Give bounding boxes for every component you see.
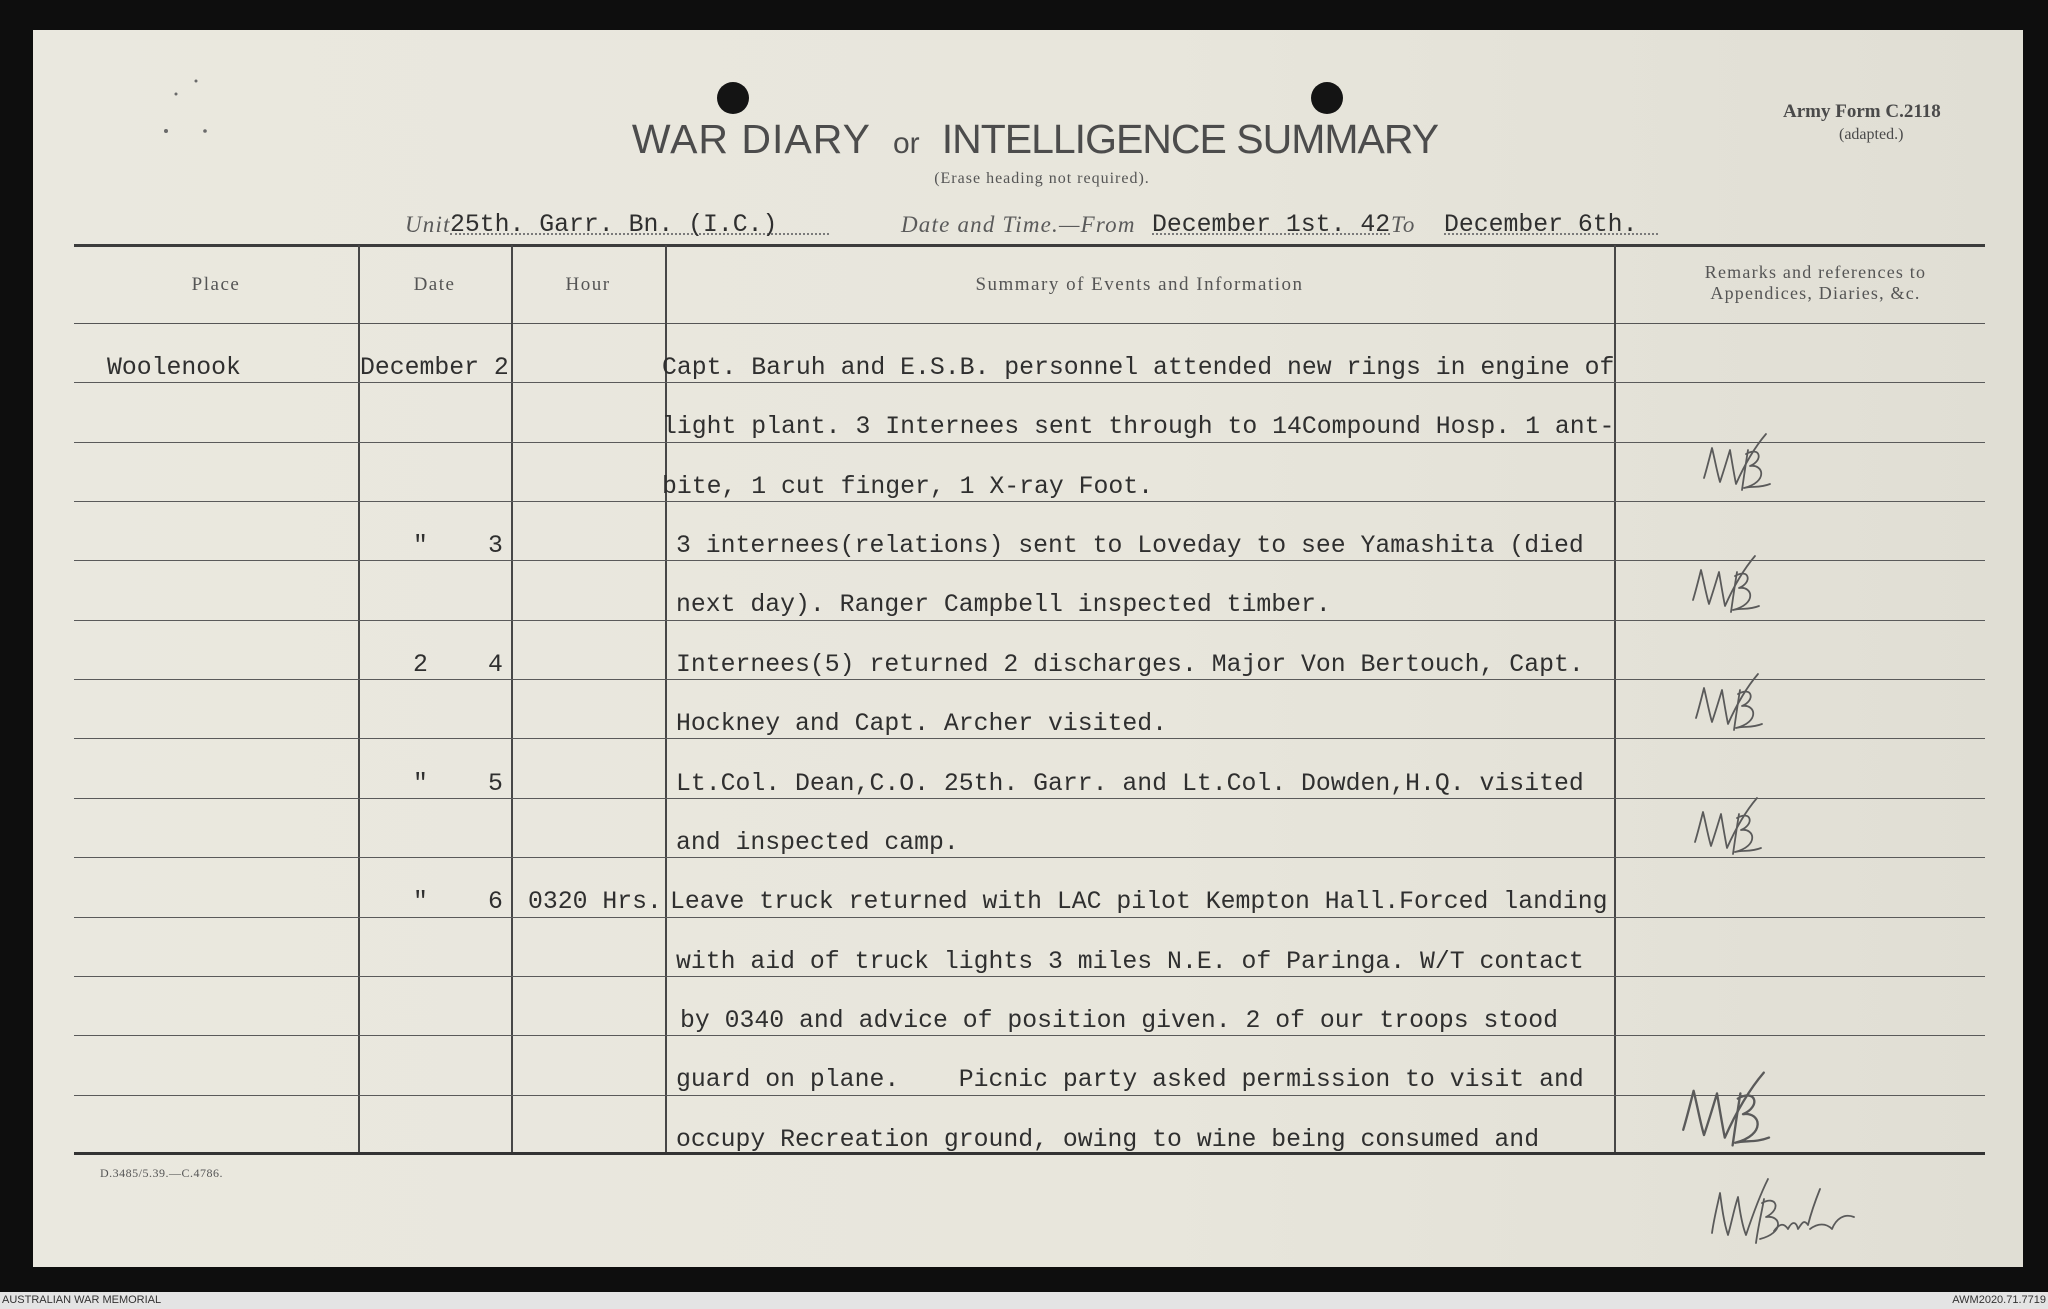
page-title	[33, 116, 2023, 167]
title-or: or	[893, 127, 920, 160]
date-day: 6	[488, 888, 503, 917]
war-diary-page	[33, 30, 2023, 1267]
table-row	[74, 799, 1985, 858]
table-row	[74, 561, 1985, 620]
archive-institution: AUSTRALIAN WAR MEMORIAL	[2, 1294, 162, 1306]
unit-value: 25th. Garr. Bn. (I.C.)	[450, 211, 778, 239]
header-remarks-line2: Appendices, Diaries, &c.	[1710, 283, 1921, 303]
table-row	[74, 324, 1985, 383]
date-to-label: To	[1391, 212, 1416, 237]
archive-reference: AWM2020.71.7719	[1952, 1294, 2046, 1306]
ditto-mark: "	[413, 532, 428, 561]
date-day: 5	[488, 769, 503, 798]
table-row	[74, 680, 1985, 739]
header-remarks-line1: Remarks and references to	[1704, 262, 1927, 282]
table-row	[74, 1036, 1985, 1095]
summary-text: bite, 1 cut finger, 1 X-ray Foot.	[662, 472, 1154, 501]
archive-caption-bar	[0, 1292, 2048, 1309]
place-cell: Woolenook	[107, 354, 241, 382]
summary-text: 3 internees(relations) sent to Loveday to see Yamashita (died	[676, 532, 1584, 561]
header-summary: Summary of Events and Information	[975, 274, 1304, 295]
table-row	[74, 443, 1985, 502]
punch-hole	[1311, 82, 1343, 114]
header-remarks	[1630, 262, 2001, 304]
table-row	[74, 383, 1985, 442]
table-row	[74, 621, 1985, 680]
summary-text: guard on plane. Picnic party asked permission to visit and	[676, 1066, 1584, 1095]
ditto-mark: "	[413, 769, 428, 798]
summary-text: Hockney and Capt. Archer visited.	[676, 710, 1168, 739]
summary-text: next day). Ranger Campbell inspected timber.	[676, 591, 1331, 620]
summary-text: light plant. 3 Internees sent through to 14Compound Hosp. 1 ant-	[662, 413, 1615, 442]
form-print-code: D.3485/5.39.—C.4786.	[100, 1166, 224, 1180]
table-row	[74, 918, 1985, 977]
ditto-mark: "	[413, 888, 428, 917]
table-row	[74, 977, 1985, 1036]
table-row	[74, 1096, 1985, 1155]
header-hour: Hour	[565, 274, 611, 295]
table-top-rule	[74, 244, 1985, 247]
summary-text: Leave truck returned with LAC pilot Kempton Hall.Forced landing	[670, 888, 1608, 917]
diary-table	[74, 245, 1985, 1155]
header-place: Place	[191, 274, 241, 295]
army-form-number: Army Form C.2118	[1783, 101, 1941, 122]
summary-text: with aid of truck lights 3 miles N.E. of Paringa. W/T contact	[676, 947, 1584, 976]
summary-text: Internees(5) returned 2 discharges. Major Von Bertouch, Capt.	[676, 650, 1584, 679]
table-header	[74, 245, 1985, 324]
summary-text: occupy Recreation ground, owing to wine being consumed and	[676, 1125, 1540, 1154]
summary-text: and inspected camp.	[676, 828, 959, 857]
date-to-value: December 6th.	[1444, 211, 1638, 239]
date-cell: December 2	[360, 354, 509, 382]
erase-heading-note: (Erase heading not required).	[934, 170, 1150, 187]
table-row	[74, 502, 1985, 561]
summary-text: by 0340 and advice of position given. 2 of our troops stood	[680, 1006, 1558, 1035]
title-war-diary: WAR DIARY	[631, 116, 871, 162]
hour-cell: 0320 Hrs.	[528, 888, 662, 917]
table-row	[74, 858, 1985, 917]
officer-signature	[1712, 1179, 1854, 1243]
punch-hole	[717, 82, 749, 114]
ditto-mark: 2	[413, 650, 428, 679]
date-from-value: December 1st. 42	[1152, 211, 1391, 239]
title-intelligence-summary: INTELLIGENCE SUMMARY	[941, 116, 1439, 162]
army-form-adapted: (adapted.)	[1839, 126, 1904, 143]
summary-text: Lt.Col. Dean,C.O. 25th. Garr. and Lt.Col. Dowden,H.Q. visited	[676, 769, 1584, 798]
table-row	[74, 740, 1985, 799]
header-date: Date	[413, 274, 456, 295]
unit-label: Unit	[405, 212, 451, 237]
date-day: 4	[488, 650, 503, 679]
date-time-label: Date and Time.—From	[901, 212, 1136, 237]
summary-text: Capt. Baruh and E.S.B. personnel attended new rings in engine of	[662, 354, 1615, 382]
date-day: 3	[488, 532, 503, 561]
